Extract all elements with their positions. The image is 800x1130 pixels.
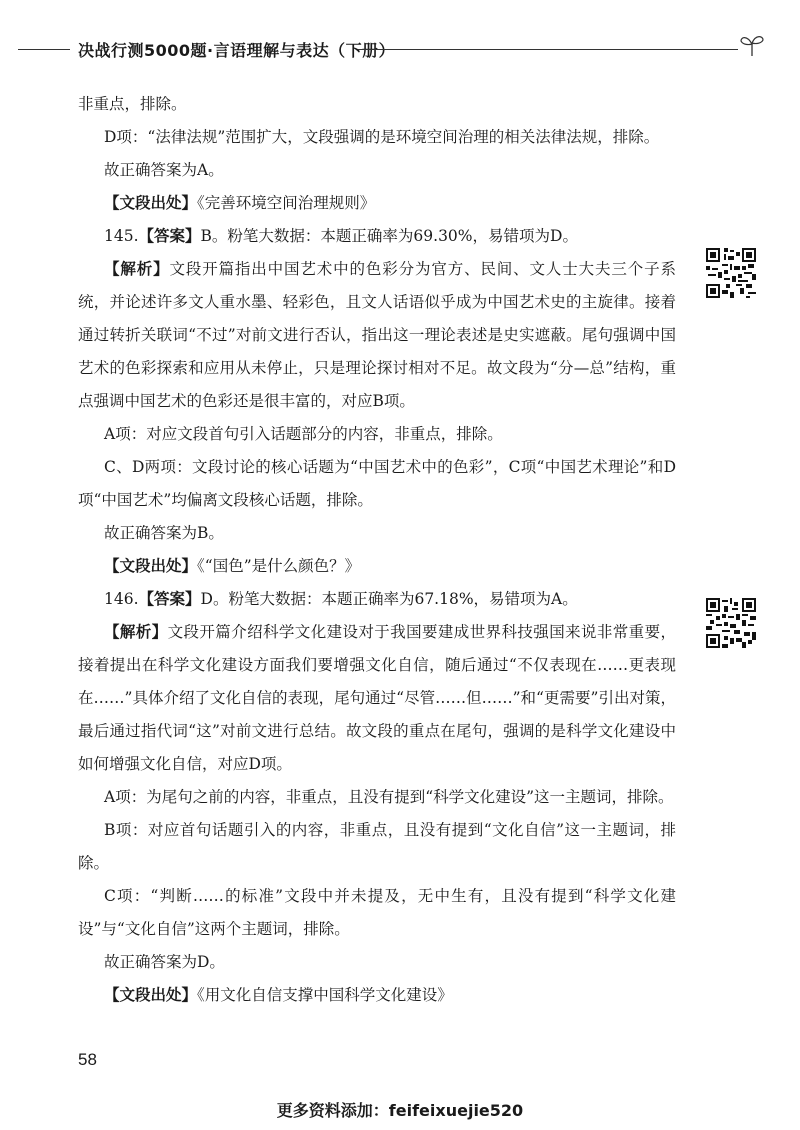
qr-code-icon[interactable] — [706, 598, 756, 648]
paragraph-text: 非重点，排除。 — [78, 95, 187, 113]
header-title: 决战行测5000题·言语理解与表达（下册） — [78, 41, 396, 60]
qr-code-icon[interactable] — [706, 248, 756, 298]
section-label: 【文段出处】 — [104, 986, 198, 1004]
question-number: 145. — [104, 227, 139, 245]
paragraph-text: C项：“判断……的标准”文段中并未提及，无中生有，且没有提到“科学文化建设”与“文化自信”这两个主题词，排除。 — [78, 887, 676, 938]
paragraph — [78, 781, 676, 814]
paragraph-text: D项：“法律法规”范围扩大，文段强调的是环境空间治理的相关法律法规，排除。 — [104, 128, 660, 146]
paragraph — [78, 418, 676, 451]
paragraph — [78, 121, 676, 154]
section-label: 【文段出处】 — [104, 194, 198, 212]
paragraph-text: 《用文化自信支撑中国科学文化建设》 — [197, 986, 453, 1004]
paragraph — [78, 451, 676, 517]
answer-explanations — [78, 88, 676, 1012]
paragraph-text: 故正确答案为A。 — [104, 161, 224, 179]
paragraph — [78, 517, 676, 550]
paragraph — [78, 187, 676, 220]
paragraph-text: 《完善环境空间治理规则》 — [197, 194, 376, 212]
paragraph-text: B项：对应首句话题引入的内容，非重点，且没有提到“文化自信”这一主题词，排除。 — [78, 821, 676, 872]
section-label: 【解析】 — [104, 260, 170, 278]
header-rule-right — [358, 49, 738, 50]
section-label: 【解析】 — [104, 623, 168, 641]
paragraph-text: B。粉笔大数据：本题正确率为69.30%，易错项为D。 — [200, 227, 578, 245]
paragraph — [78, 220, 676, 253]
paragraph — [78, 946, 676, 979]
section-label: 【答案】 — [138, 227, 201, 245]
paragraph — [78, 253, 676, 418]
paragraph-text: 文段开篇介绍科学文化建设对于我国要建成世界科技强国来说非常重要，接着提出在科学文化建设方面我们要增强文化自信，随后通过“不仅表现在……更表现在……”具体介绍了文化自信的表现，尾句通过“尽管……但……”和“更需要”引出对策，最后通过指代词“这”对前文进行总结。故文段的重点在尾句，强调的是科学文化建设中如何增强文化自信，对应D项。 — [78, 623, 676, 773]
paragraph — [78, 583, 676, 616]
paragraph — [78, 880, 676, 946]
running-header — [0, 36, 800, 66]
paragraph — [78, 88, 676, 121]
paragraph-text: 《“国色”是什么颜色？》 — [197, 557, 361, 575]
section-label: 【答案】 — [138, 590, 201, 608]
footer-contact-note: 更多资料添加：feifeixuejie520 — [276, 1101, 524, 1120]
paragraph — [78, 814, 676, 880]
paragraph — [78, 550, 676, 583]
paragraph-text: A项：为尾句之前的内容，非重点，且没有提到“科学文化建设”这一主题词，排除。 — [104, 788, 674, 806]
paragraph — [78, 154, 676, 187]
paragraph — [78, 616, 676, 781]
header-rule-left — [18, 49, 70, 50]
paragraph — [78, 979, 676, 1012]
page-number: 58 — [78, 1050, 97, 1069]
section-label: 【文段出处】 — [104, 557, 198, 575]
paragraph-text: D。粉笔大数据：本题正确率为67.18%，易错项为A。 — [200, 590, 578, 608]
sprout-icon — [738, 32, 766, 62]
paragraph-text: 文段开篇指出中国艺术中的色彩分为官方、民间、文人士大夫三个子系统，并论述许多文人重水墨、轻彩色，且文人话语似乎成为中国艺术史的主旋律。接着通过转折关联词“不过”对前文进行否认，指出这一理论表述是史实遮蔽。尾句强调中国艺术的色彩探索和应用从未停止，只是理论探讨相对不足。故文段为“分—总”结构，重点强调中国艺术的色彩还是很丰富的，对应B项。 — [78, 260, 676, 410]
paragraph-text: 故正确答案为B。 — [104, 524, 224, 542]
paragraph-text: A项：对应文段首句引入话题部分的内容，非重点，排除。 — [104, 425, 503, 443]
question-number: 146. — [104, 590, 139, 608]
paragraph-text: C、D两项：文段讨论的核心话题为“中国艺术中的色彩”，C项“中国艺术理论”和D项“中国艺术”均偏离文段核心话题，排除。 — [78, 458, 676, 509]
paragraph-text: 故正确答案为D。 — [104, 953, 225, 971]
